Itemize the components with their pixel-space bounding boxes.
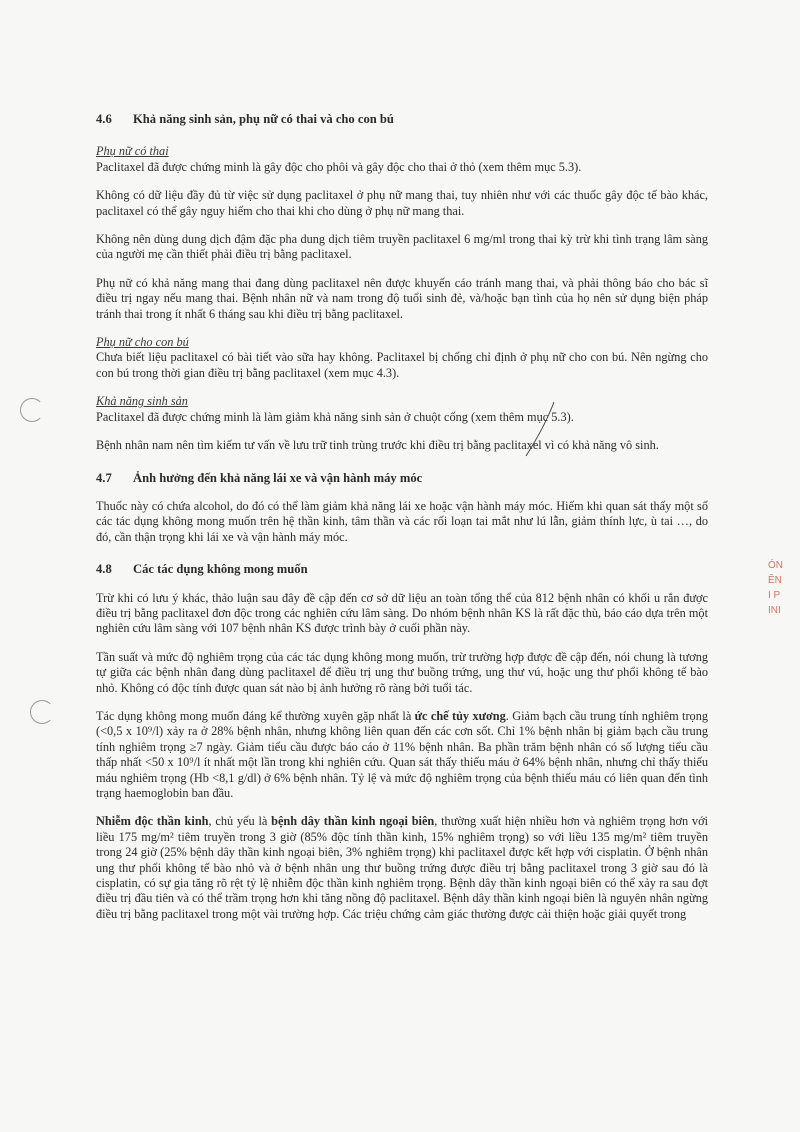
paragraph: Phụ nữ có khả năng mang thai đang dùng paclitaxel nên được khuyến cáo tránh mang thai, và phải thông báo cho bác sĩ điều trị ngay nếu mang thai. Bệnh nhân nữ và nam trong độ tuổi sinh đẻ, và/hoặc bạn tình của họ nên sử dụng biện pháp tránh thai trong ít nhất 6 tháng sau khi điều trị bằng paclitaxel. bbox=[96, 275, 708, 321]
text-run: , thường xuất hiện nhiều hơn và nghiêm trọng hơn với liều 175 mg/m² tiêm truyền trong 3 giờ (85% độc tính thần kinh, 15% nghiêm trọng) so với liều 135 mg/m² tiêm truyền trong 24 giờ (25% bệnh dây thần kinh ngoại biên, 3% nghiêm trọng) khi paclitaxel được kết hợp với cisplatin. Ở bệnh nhân ung thư phổi không tế bào nhỏ và ở bệnh nhân ung thư buồng trứng được điều trị bằng paclitaxel trong 3 giờ sau đó là cisplatin, có sự gia tăng rõ rệt tỷ lệ nhiễm độc thần kinh nghiêm trọng. Bệnh dây thần kinh ngoại biên có thể xảy ra sau đợt điều trị đầu tiên và có thể trầm trọng hơn khi tăng nồng độ paclitaxel. Bệnh dây thần kinh ngoại biên là nguyên nhân ngừng điều trị bằng paclitaxel trong một vài trường hợp. Các triệu chứng cảm giác thường được cải thiện hoặc giải quyết trong bbox=[96, 814, 708, 921]
paragraph: Paclitaxel đã được chứng minh là gây độc cho phôi và gây độc cho thai ở thỏ (xem thêm mục 5.3). bbox=[96, 159, 582, 174]
paragraph: Chưa biết liệu paclitaxel có bài tiết vào sữa hay không. Paclitaxel bị chống chỉ định ở phụ nữ cho con bú. Nên ngừng cho con bú trong thời gian điều trị bằng paclitaxel (xem mục 4.3). bbox=[96, 350, 708, 380]
section-number: 4.6 bbox=[96, 112, 112, 126]
document-page bbox=[96, 100, 708, 922]
stamp-line: INI bbox=[768, 605, 781, 616]
emphasis-neurotoxicity: Nhiễm độc thần kinh bbox=[96, 814, 209, 829]
text-run: . Giảm bạch cầu trung tính nghiêm trọng (<0,5 x 10⁹/l) xảy ra ở 28% bệnh nhân, nhưng không liên quan đến các cơn sốt. Chỉ 1% bệnh nhân bị giảm bạch cầu trung tính nghiêm trọng ≥7 ngày. Giảm tiểu cầu được báo cáo ở 11% bệnh nhân. Ba phần trăm bệnh nhân có số lượng tiểu cầu thấp nhất <50 x 10⁹/l ít nhất một lần trong khi nghiên cứu. Quan sát thấy thiếu máu ở 64% bệnh nhân, nhưng chỉ thấy thiếu máu nghiêm trọng (Hb <8,1 g/dl) ở 6% bệnh nhân. Tỷ lệ và mức độ nghiêm trọng của bệnh thiếu máu có liên quan đến tình trạng haemoglobin ban đầu. bbox=[96, 708, 708, 800]
stamp-line: ÊN bbox=[768, 575, 782, 586]
section-title: Ảnh hưởng đến khả năng lái xe và vận hành máy móc bbox=[133, 470, 423, 485]
text-run: Tác dụng không mong muốn đáng kể thường xuyên gặp nhất là bbox=[96, 708, 415, 723]
stamp-line: I P bbox=[768, 590, 781, 601]
paragraph-neurotoxicity bbox=[96, 814, 708, 922]
section-number: 4.8 bbox=[96, 562, 112, 577]
section-title: Khả năng sinh sản, phụ nữ có thai và cho con bú bbox=[133, 112, 394, 126]
paragraph: Không nên dùng dung dịch đậm đặc pha dung dịch tiêm truyền paclitaxel 6 mg/ml trong thai kỳ trừ khi tình trạng lâm sàng của người mẹ cần thiết phải điều trị bằng paclitaxel. bbox=[96, 232, 708, 262]
subheading-pregnancy: Phụ nữ có thai bbox=[96, 144, 169, 159]
text-run: , chủ yếu là bbox=[208, 814, 272, 829]
section-heading-4-7 bbox=[96, 471, 708, 486]
emphasis-peripheral-neuropathy: bệnh dây thần kinh ngoại biên bbox=[271, 814, 435, 829]
subheading-breastfeeding: Phụ nữ cho con bú bbox=[96, 335, 189, 350]
stamp-line: ÓN bbox=[768, 560, 783, 571]
paragraph: Paclitaxel đã được chứng minh là làm giảm khả năng sinh sản ở chuột cống (xem thêm mục 5.3). bbox=[96, 409, 574, 424]
paragraph: Không có dữ liệu đầy đủ từ việc sử dụng paclitaxel ở phụ nữ mang thai, tuy nhiên như với các thuốc gây độc tế bào khác, paclitaxel có thể gây nguy hiểm cho thai khi cho dùng ở phụ nữ mang thai. bbox=[96, 188, 708, 218]
section-title: Các tác dụng không mong muốn bbox=[133, 562, 308, 577]
emphasis-bone-marrow-suppression: ức chế tủy xương bbox=[414, 708, 506, 723]
punch-hole-bottom bbox=[30, 700, 54, 724]
paragraph: Thuốc này có chứa alcohol, do đó có thể làm giảm khả năng lái xe hoặc vận hành máy móc. Hiếm khi quan sát thấy một số các tác dụng không mong muốn trên hệ thần kinh, tâm thần và các rối loạn tai mắt như lú lẫn, giảm thính lực, ù tai …, do đó, cần thận trọng khi lái xe và vận hành máy móc. bbox=[96, 498, 708, 544]
subheading-fertility: Khả năng sinh sản bbox=[96, 394, 188, 409]
section-heading-4-6 bbox=[96, 112, 708, 127]
paragraph: Bệnh nhân nam nên tìm kiếm tư vấn về lưu trữ tinh trùng trước khi điều trị bằng paclitaxel vì có khả năng vô sinh. bbox=[96, 438, 659, 453]
stamp-fragment bbox=[768, 520, 800, 670]
section-number: 4.7 bbox=[96, 470, 112, 485]
paragraph: Trừ khi có lưu ý khác, thảo luận sau đây đề cập đến cơ sở dữ liệu an toàn tổng thể của 812 bệnh nhân có khối u rắn được điều trị bằng paclitaxel đơn độc trong các nghiên cứu lâm sàng. Do nhóm bệnh nhân KS là rất đặc thù, báo cáo dựa trên một nghiên cứu lâm sàng với 107 bệnh nhân KS được trình bày ở cuối phần này. bbox=[96, 590, 708, 636]
paragraph-bone-marrow bbox=[96, 709, 708, 801]
paragraph: Tần suất và mức độ nghiêm trọng của các tác dụng không mong muốn, trừ trường hợp được đề cập đến, nói chung là tương tự giữa các bệnh nhân đang dùng paclitaxel để điều trị ung thư buồng trứng, ung thư vú, hoặc ung thư phổi không tế bào nhỏ. Không có độc tính được quan sát nào bị ảnh hưởng rõ ràng bởi tuổi tác. bbox=[96, 649, 708, 695]
punch-hole-top bbox=[20, 398, 44, 422]
section-heading-4-8 bbox=[96, 562, 708, 577]
